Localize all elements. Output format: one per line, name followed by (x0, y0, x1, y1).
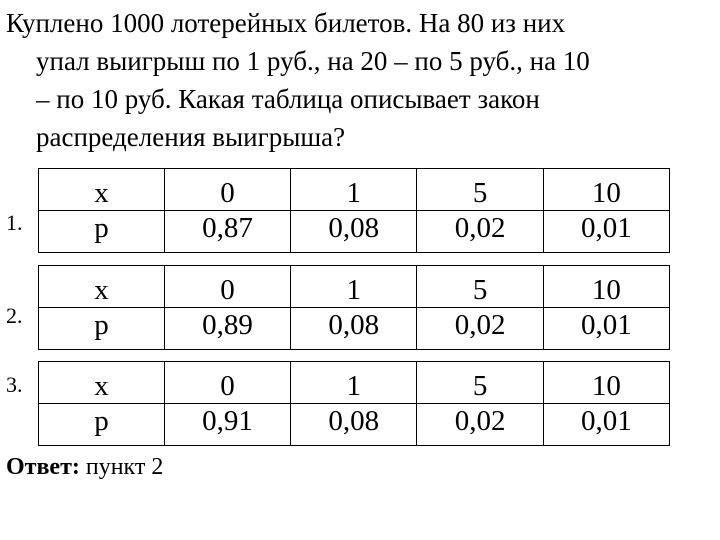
problem-line: Куплено 1000 лотерейных билетов. На 80 из них (6, 8, 566, 38)
p-value: 0,89 (164, 308, 290, 350)
p-value: 0,02 (417, 308, 543, 350)
option-3-number: 3. (6, 372, 23, 397)
x-value: 10 (543, 266, 669, 308)
x-label: x (39, 169, 165, 211)
x-value: 5 (417, 362, 543, 404)
option-3-table (38, 361, 670, 446)
table-row-x (39, 169, 670, 211)
table-row-x (39, 362, 670, 404)
answer-label: Ответ: (6, 454, 80, 480)
table-row-p (39, 404, 670, 446)
x-value: 0 (164, 266, 290, 308)
problem-line: – по 10 руб. Какая таблица описывает закон (36, 84, 540, 114)
p-label: p (39, 308, 165, 350)
p-value: 0,87 (164, 211, 290, 253)
p-value: 0,01 (543, 308, 669, 350)
p-value: 0,02 (417, 211, 543, 253)
p-value: 0,01 (543, 211, 669, 253)
table-row-p (39, 211, 670, 253)
x-value: 1 (291, 362, 417, 404)
problem-line: распределения выигрыша? (36, 122, 346, 152)
p-value: 0,02 (417, 404, 543, 446)
x-value: 10 (543, 362, 669, 404)
problem-statement (6, 4, 711, 156)
p-label: p (39, 211, 165, 253)
x-value: 1 (291, 266, 417, 308)
option-1-number: 1. (6, 210, 23, 235)
option-2-table (38, 265, 670, 350)
table-row-p (39, 308, 670, 350)
p-label: p (39, 404, 165, 446)
x-value: 5 (417, 169, 543, 211)
p-value: 0,08 (291, 211, 417, 253)
x-label: x (39, 266, 165, 308)
p-value: 0,08 (291, 404, 417, 446)
p-value: 0,08 (291, 308, 417, 350)
x-label: x (39, 362, 165, 404)
problem-line: упал выигрыш по 1 руб., на 20 – по 5 руб., на 10 (36, 46, 590, 76)
x-value: 0 (164, 169, 290, 211)
x-value: 1 (291, 169, 417, 211)
x-value: 5 (417, 266, 543, 308)
x-value: 10 (543, 169, 669, 211)
option-1-table (38, 168, 670, 253)
option-2-number: 2. (6, 303, 23, 328)
table-row-x (39, 266, 670, 308)
answer-text: пункт 2 (79, 454, 164, 480)
x-value: 0 (164, 362, 290, 404)
answer-line (6, 452, 163, 482)
p-value: 0,01 (543, 404, 669, 446)
p-value: 0,91 (164, 404, 290, 446)
